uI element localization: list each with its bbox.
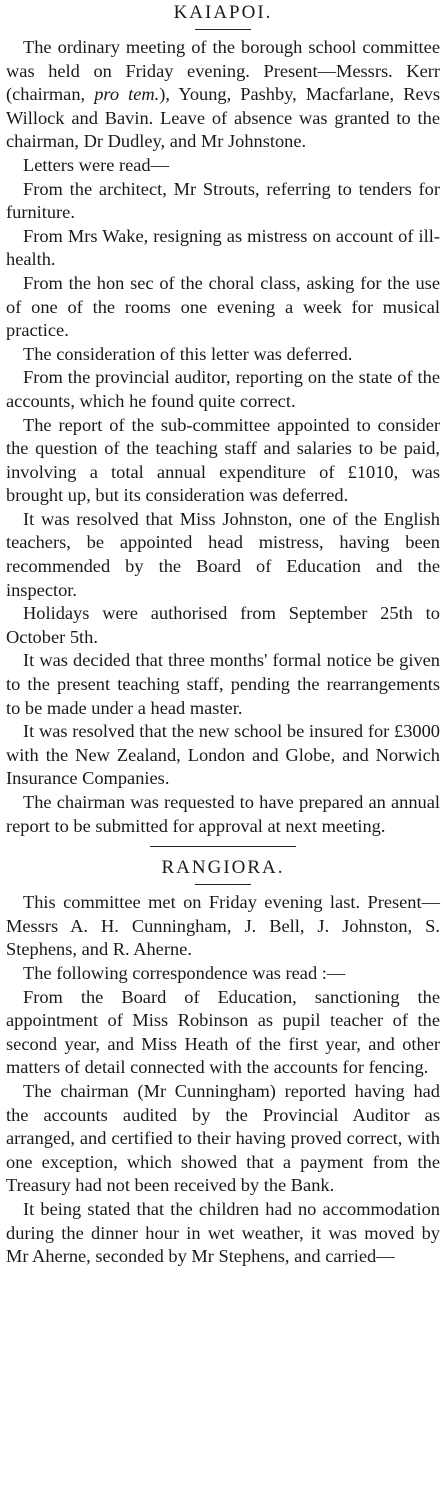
paragraph: The following correspondence was read :— [23, 962, 346, 983]
paragraph: It being stated that the children had no accommodation during the dinner hour in wet weather, it was moved by Mr Aherne, seconded by Mr Stephens, and carried— [6, 1198, 440, 1267]
paragraph: It was decided that three months' formal notice be given to the present teaching staff, pending the rearrangements to be made under a head master. [6, 650, 440, 718]
paragraph: It was resolved that the new school be insured for £3000 with the New Zealand, London and Globe, and Norwich Insurance Companies. [6, 721, 440, 789]
section-heading: RANGIORA. [161, 857, 285, 879]
paragraph: From the hon sec of the choral class, asking for the use of one of the rooms one evening a week for musical practice. [6, 272, 440, 341]
paragraph: The consideration of this letter was deferred. [23, 343, 353, 364]
paragraph: From Mrs Wake, resigning as mistress on account of ill-health. [6, 225, 440, 270]
heading-rule [195, 29, 251, 30]
paragraph: From the Board of Education, sanctioning the appointment of Miss Robinson as pupil teacher of the second year, and Miss Heath of the first year, and other matters of detail connected with the accounts for fencing. [6, 986, 440, 1078]
paragraph: It was resolved that Miss Johnston, one of the English teachers, be appointed head mistress, having been recommended by the Board of Education and the inspector. [6, 508, 440, 600]
paragraph: The chairman was requested to have prepared an annual report to be submitted for approval at next meeting. [6, 792, 440, 836]
text: ), Young, Pashby, Macfarlane, Revs Willock and Bavin. Leave of absence was granted to the chairman, Dr Dudley, and Mr Johnstone. [6, 84, 440, 152]
heading-rule [195, 884, 251, 885]
paragraph: The chairman (Mr Cunningham) reported having had the accounts audited by the Provincial Auditor as arranged, and certified to their having proved correct, with one exception, which showed that a payment from the Treasury had not been received by the Bank. [6, 1080, 440, 1196]
italic-text: pro tem. [94, 84, 160, 105]
section-kaiapoi [6, 0, 440, 838]
section-heading: KAIAPOI. [173, 2, 273, 23]
paragraph: Holidays were authorised from September 25th to October 5th. [6, 603, 440, 647]
paragraph: The report of the sub-committee appointed to consider the question of the teaching staff and salaries to be paid, involving a total annual expenditure of £1010, was brought up, but its consideration was deferred. [6, 414, 440, 506]
section-rangiora [6, 855, 440, 1269]
paragraph: From the architect, Mr Strouts, referring to tenders for furniture. [6, 178, 440, 223]
section-divider [150, 846, 296, 847]
paragraph: From the provincial auditor, reporting on the state of the accounts, which he found quite correct. [6, 367, 440, 411]
paragraph: This committee met on Friday evening last. Present—Messrs A. H. Cunningham, J. Bell, J. Johnston, S. Stephens, and R. Aherne. [6, 892, 440, 960]
paragraph-meeting [6, 36, 440, 154]
paragraph: Letters were read— [23, 154, 170, 175]
text: The ordinary meeting of the borough school committee was held on Friday evening. Present—Messrs. Kerr (chairman, [6, 37, 440, 105]
